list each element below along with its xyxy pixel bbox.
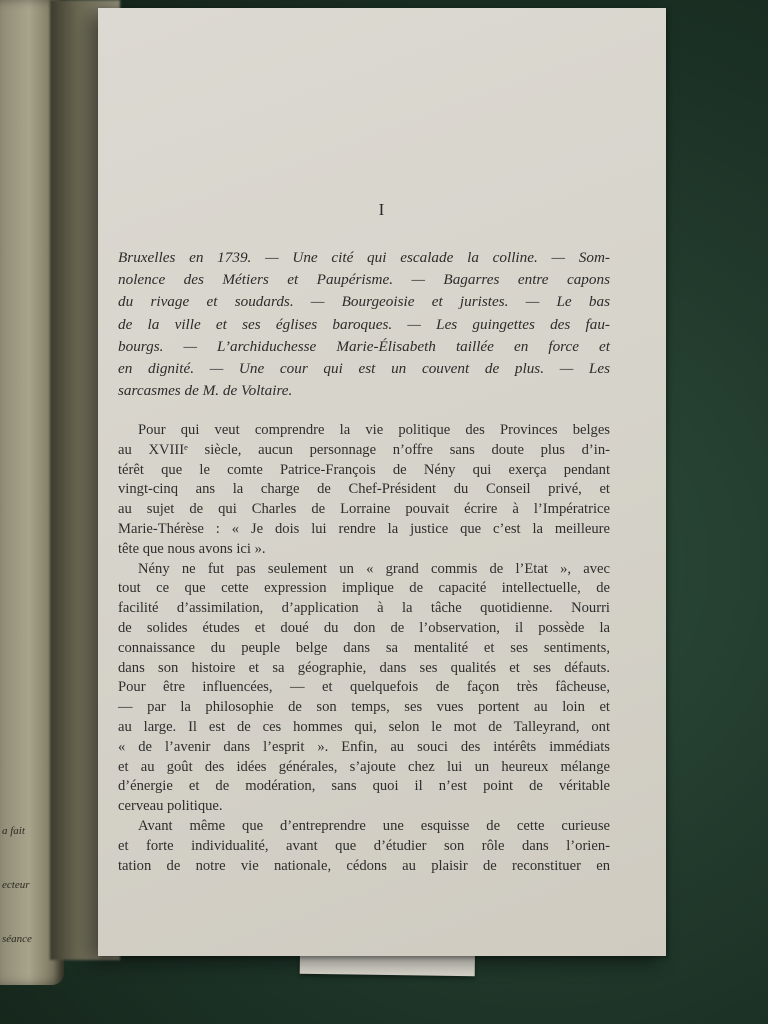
text-line: au sujet de qui Charles de Lorraine pouvait écrire à l’Impératrice	[118, 501, 610, 518]
text-line: — par la philosophie de son temps, ses vues portent au loin et	[118, 699, 610, 716]
text-line: cerveau politique.	[118, 798, 223, 815]
margin-fragment: ecteur	[2, 879, 30, 891]
paragraph	[118, 421, 610, 560]
text-line: Nény ne fut pas seulement un « grand commis de l’Etat », avec	[138, 560, 610, 577]
chapter-number: I	[378, 200, 386, 219]
summary-line: du rivage et soudards. — Bourgeoisie et juristes. — Le bas	[118, 293, 610, 311]
chapter-summary	[118, 247, 610, 402]
left-page-margin-text	[2, 786, 42, 984]
text-line: Avant même que d’entreprendre une esquisse de cette curieuse	[138, 817, 610, 834]
paragraph	[118, 817, 610, 876]
text-line: de solides études et doué du don de l’observation, il possède la	[118, 619, 610, 636]
text-line: tation de notre vie nationale, cédons au plaisir de reconstituer en	[118, 857, 610, 874]
text-line: vingt-cinq ans la charge de Chef-Président du Conseil privé, et	[118, 481, 610, 498]
summary-line: en dignité. — Une cour qui est un couvent de plus. — Les	[118, 359, 610, 377]
text-line: facilité d’assimilation, d’application à la tâche quotidienne. Nourri	[118, 600, 610, 617]
text-line: et forte individualité, avant que d’étudier son rôle dans l’orien-	[118, 837, 610, 854]
text-line: Marie-Thérèse : « Je dois lui rendre la justice que c’est la meilleure	[118, 520, 610, 537]
text-line: au large. Il est de ces hommes qui, selon le mot de Talleyrand, ont	[118, 718, 610, 735]
text-line: térêt que le comte Patrice-François de Nény qui exerça pendant	[118, 461, 610, 478]
text-line: Pour être influencées, — et quelquefois de façon très fâcheuse,	[118, 679, 610, 696]
summary-line: nolence des Métiers et Paupérisme. — Bagarres entre capons	[118, 271, 610, 289]
text-line: « de l’avenir dans l’esprit ». Enfin, au souci des intérêts immédiats	[118, 738, 610, 755]
text-line: et au goût des idées générales, s’ajoute chez lui un heureux mélange	[118, 758, 610, 775]
text-line: connaissance du peuple belge dans sa mentalité et ses sentiments,	[118, 639, 610, 656]
summary-line: de la ville et ses églises baroques. — Les guingettes des fau-	[118, 315, 610, 333]
margin-fragment: séance	[2, 933, 32, 945]
summary-line: bourgs. — L’archiduchesse Marie-Élisabeth taillée en force et	[118, 337, 610, 355]
book-page	[98, 8, 666, 956]
text-line: d’énergie et de modération, sans quoi il n’est point de véritable	[118, 778, 610, 795]
text-line: tête que nous avons ici ».	[118, 540, 266, 557]
margin-fragment: a fait	[2, 825, 25, 837]
text-line: dans son histoire et sa géographie, dans ses qualités et ses défauts.	[118, 659, 610, 676]
text-line: Pour qui veut comprendre la vie politique des Provinces belges	[138, 422, 610, 438]
chapter-body	[118, 421, 610, 876]
text-line: au XVIIIᵉ siècle, aucun personnage n’offre sans doute plus d’in-	[118, 441, 610, 458]
summary-line: sarcasmes de M. de Voltaire.	[118, 382, 293, 400]
text-line: tout ce que cette expression implique de capacité intellectuelle, de	[118, 580, 610, 597]
summary-line: Bruxelles en 1739. — Une cité qui escalade la colline. — Som-	[118, 249, 610, 266]
paragraph	[118, 560, 610, 817]
